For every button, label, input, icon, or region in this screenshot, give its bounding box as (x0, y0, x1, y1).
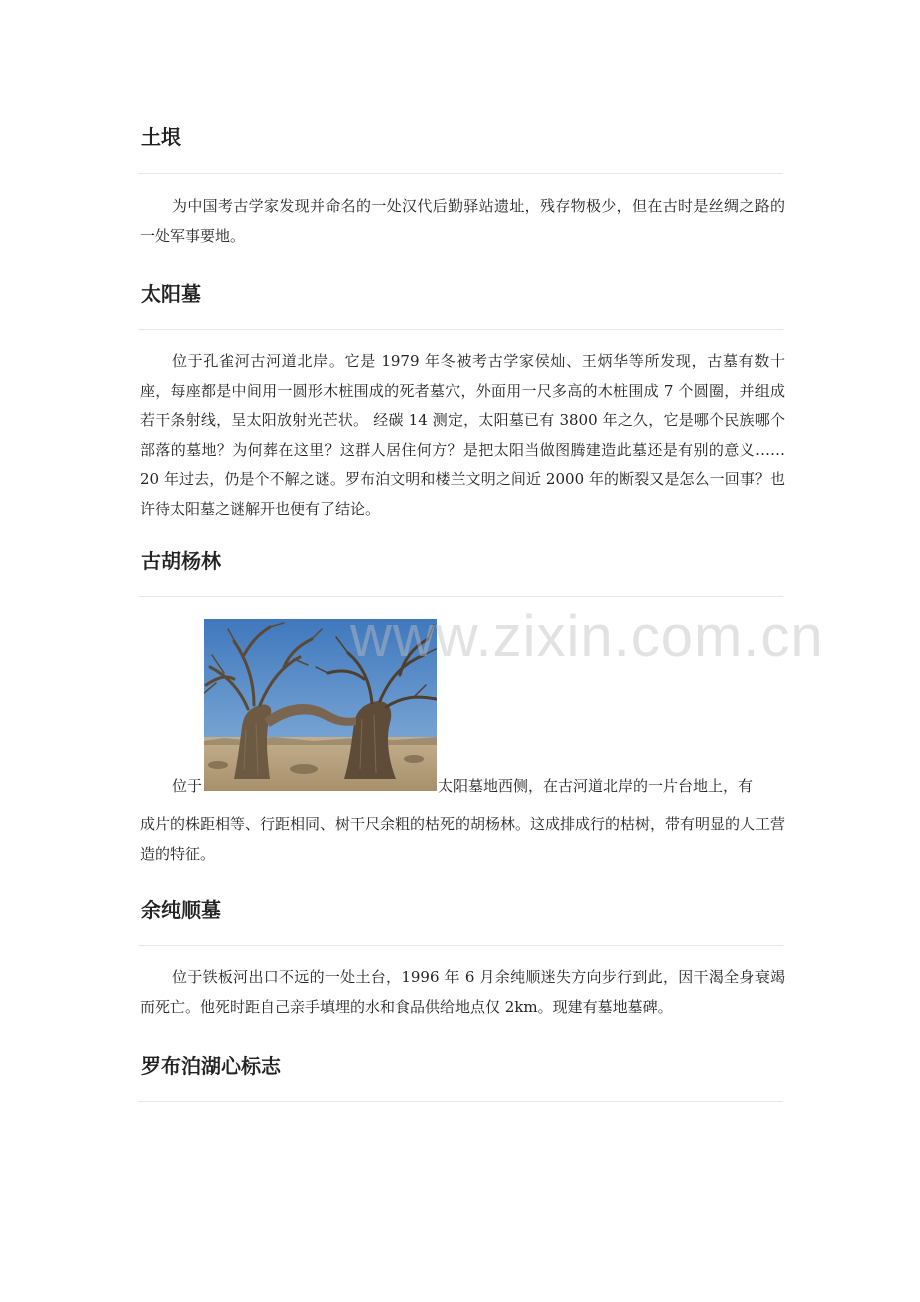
text-before-image: 位于 (172, 777, 203, 795)
section-text-sun-tomb: 位于孔雀河古河道北岸。它是 1979 年冬被考古学家侯灿、王炳华等所发现，古墓有数十座，每座都是中间用一圆形木桩围成的死者墓穴，外面用一尺多高的木桩围成 7 个圆圈，并组成若干条射线，呈太阳放射光芒状。 经碳 14 测定，太阳墓已有 3800 年之久，它是哪个民族哪个部落的墓地？为何葬在这里？这群人居住何方？是把太阳当做图腾建造此墓还是有别的意义……20 年过去，仍是个不解之谜。罗布泊文明和楼兰文明之间近 2000 年的断裂又是怎么一回事？也许待太阳墓之谜解开也便有了结论。 (140, 352, 785, 518)
section-divider (138, 596, 783, 597)
section-heading-tuyin: 土垠 (141, 125, 181, 149)
section-divider (138, 945, 783, 946)
section-heading-poplar-forest: 古胡杨林 (141, 549, 221, 573)
text-rest: 成片的株距相等、行距相同、树干尺余粗的枯死的胡杨林。这成排成行的枯树，带有明显的人工营造的特征。 (140, 815, 786, 863)
watermark: www.zixin.com.cn (350, 604, 824, 669)
section-heading-sun-tomb: 太阳墓 (141, 282, 201, 306)
section-heading-lake-center-marker: 罗布泊湖心标志 (141, 1054, 281, 1078)
section-divider (138, 1101, 783, 1102)
section-heading-yu-chunshun-tomb: 余纯顺墓 (141, 898, 221, 922)
section-divider (138, 329, 783, 330)
section-text-yu-chunshun-tomb: 位于铁板河出口不远的一处土台，1996 年 6 月余纯顺迷失方向步行到此，因干渴全身衰竭而死亡。他死时距自己亲手填埋的水和食品供给地点仅 2km。现建有墓地墓碑。 (140, 968, 785, 1016)
section-divider (138, 173, 783, 174)
section-text-tuyin: 为中国考古学家发现并命名的一处汉代后勤驿站遗址，残存物极少，但在古时是丝绸之路的一处军事要地。 (140, 197, 785, 245)
text-after-image: 太阳墓地西侧，在古河道北岸的一片台地上，有 (438, 777, 754, 795)
